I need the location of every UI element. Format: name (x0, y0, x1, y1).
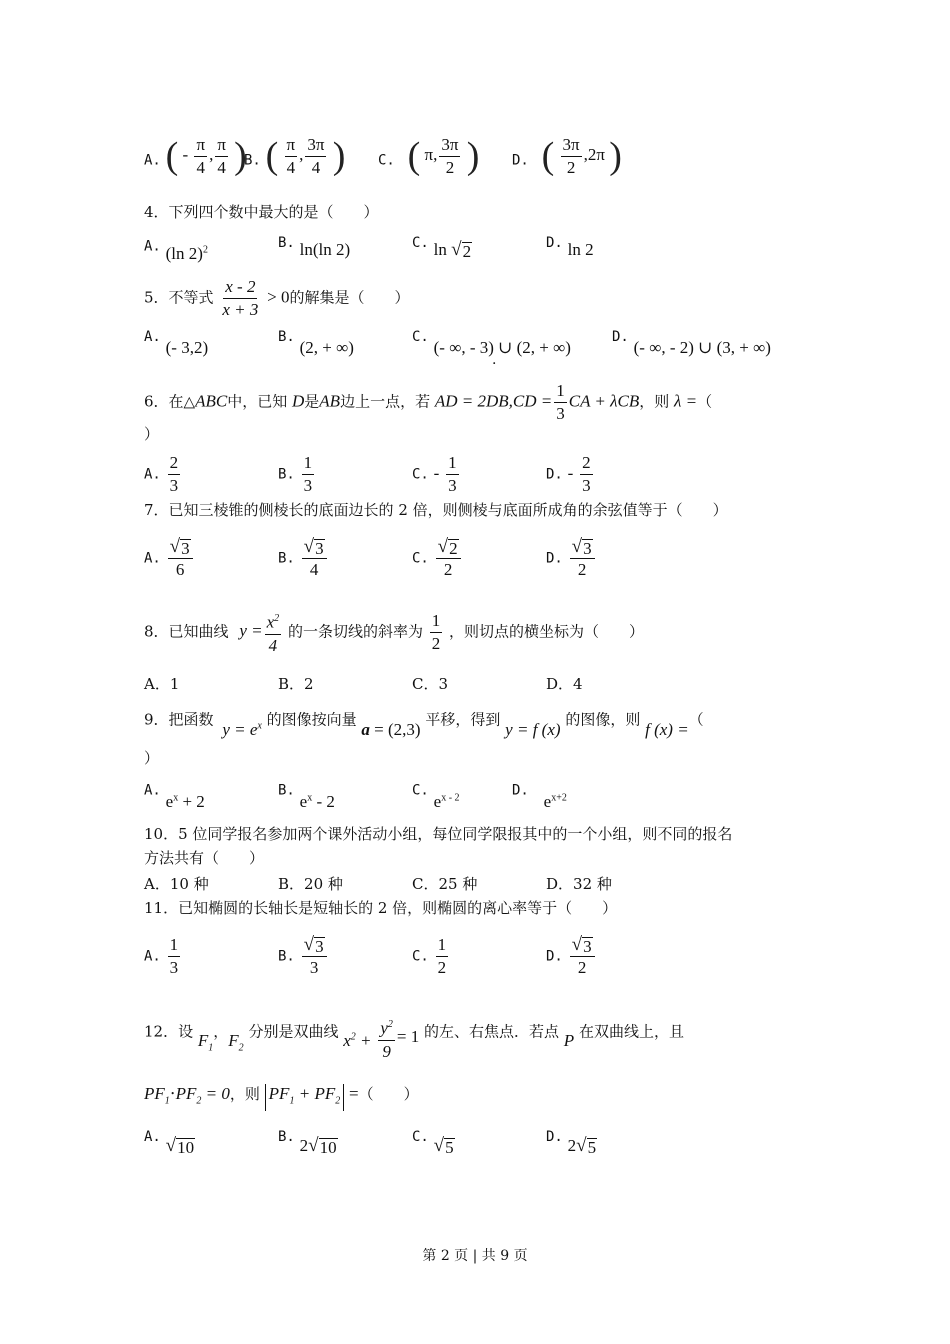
q4-option-b: B. ln(ln 2) (278, 235, 351, 259)
option-label: A. (144, 152, 161, 169)
q6-option-a: A. $\frac{2}{3}$ (144, 453, 179, 495)
q4-option-a: A. (ln 2)$^2$ (144, 238, 208, 263)
q6-stem-cont: ） (144, 425, 160, 443)
q6-option-d: D. - $\frac{2}{3}$ (546, 453, 591, 495)
q8-option-a: A．1 (144, 675, 180, 693)
q9-option-b: B. $e^x - 2$ (278, 782, 335, 811)
q5-option-c: C. (- ∞, - 3) ∪ (2, + ∞) (412, 329, 571, 357)
q12-option-a: A. √ 10 (144, 1129, 195, 1157)
q12-option-b: B. 2 √ 10 (278, 1129, 337, 1157)
q11-option-a: A. $\frac{1}{3}$ (144, 935, 179, 977)
q5-option-a: A. (- 3,2) (144, 329, 209, 357)
q10-option-a: A．10 种 (144, 875, 209, 893)
q3-option-c: C. ( π, $\frac{3\pi}{2}$ ) (378, 135, 480, 178)
q8-option-d: D．4 (546, 675, 583, 693)
q6-option-c: C. - $\frac{1}{3}$ (412, 453, 457, 495)
q3-option-b: B. ( $\frac{\pi}{4}$ , $\frac{3\pi}{4}$ ) (244, 135, 346, 178)
q9-option-d: D. $e^{x+2}$ (512, 782, 567, 811)
q10-stem-line1: 10．5 位同学报名参加两个课外活动小组，每位同学限报其中的一个小组，则不同的报名 (144, 825, 733, 843)
q7-option-a: A. √ 3 6 (144, 536, 195, 581)
q7-option-b: B. √ 3 4 (278, 536, 329, 581)
q6-option-b: B. $\frac{1}{3}$ (278, 453, 313, 495)
q3-option-a: A. ( - $\frac{\pi}{4}$ , $\frac{\pi}{4}$ ) (144, 135, 247, 178)
q5-option-b: B. (2, + ∞) (278, 329, 354, 357)
q11-stem: 11．已知椭圆的长轴长是短轴长的 2 倍，则椭圆的离心率等于（ ） (144, 899, 618, 917)
q7-option-c: C. √ 2 2 (412, 536, 463, 581)
q3-option-d: D. ( $\frac{3\pi}{2}$ ,2π ) (512, 135, 622, 178)
q11-option-d: D. √ 3 2 (546, 934, 597, 979)
page-footer: 第 2 页 | 共 9 页 (422, 1248, 528, 1264)
q8-stem: 8．已知曲线 y = $\frac{x^2}{4}$ 的一条切线的斜率为 $\frac{1}{2}$ ，则切点的横坐标为（ ） (144, 608, 644, 657)
q9-option-a: A. $e^x + 2$ (144, 782, 205, 811)
q6-stem: 6．在△ABC中，已知 D是AB边上一点，若 AD = 2DB,CD = $\frac{1}{3}$ CA + λCB，则 λ =（ (144, 381, 713, 423)
abs-value: $PF_1 + PF_2$ (265, 1084, 345, 1111)
q10-option-c: C．25 种 (412, 875, 478, 893)
q7-stem: 7．已知三棱锥的侧棱长的底面边长的 2 倍，则侧棱与底面所成角的余弦值等于（ ） (144, 501, 728, 519)
q8-option-b: B．2 (278, 675, 314, 693)
q4-option-d: D. ln 2 (546, 235, 594, 259)
q8-option-c: C．3 (412, 675, 449, 693)
q4-stem: 4．下列四个数中最大的是（ ） (144, 203, 379, 221)
q9-stem: 9．把函数 $y = e^x$ 的图像按向量 a = (2,3) 平移，得到 y = f (x) 的图像，则 f (x) =（ (144, 710, 704, 739)
q9-option-c: C. $e^{x - 2}$ (412, 782, 460, 811)
q11-option-b: B. √ 3 3 (278, 934, 329, 979)
q5-option-d: D. (- ∞, - 2) ∪ (3, + ∞) (612, 329, 771, 357)
q7-option-d: D. √ 3 2 (546, 536, 597, 581)
q12-option-d: D. 2 √ 5 (546, 1129, 597, 1157)
emphasis-dot: · (492, 356, 497, 372)
q12-option-c: C. √ 5 (412, 1129, 454, 1157)
q12-stem-cont: $PF_1\cdot PF_2 = 0$，则 $PF_1 + PF_2$ =（ ） (144, 1084, 419, 1111)
q4-option-c: C. ln √ 2 (412, 235, 472, 261)
q5-stem: 5．不等式 $\frac{x - 2}{x + 3}$ > 0的解集是（ ） (144, 277, 410, 319)
q9-stem-cont: ） (144, 749, 160, 767)
q10-option-d: D．32 种 (546, 875, 612, 893)
q10-option-b: B．20 种 (278, 875, 343, 893)
q11-option-c: C. $\frac{1}{2}$ (412, 935, 447, 977)
q10-stem-line2: 方法共有（ ） (144, 849, 265, 867)
q12-stem: 12．设 $F_1$，$F_2$ 分别是双曲线 $x^2$ + $\frac{y^2}{9}$ = 1 的左、右焦点．若点 P 在双曲线上，且 (144, 1008, 684, 1057)
